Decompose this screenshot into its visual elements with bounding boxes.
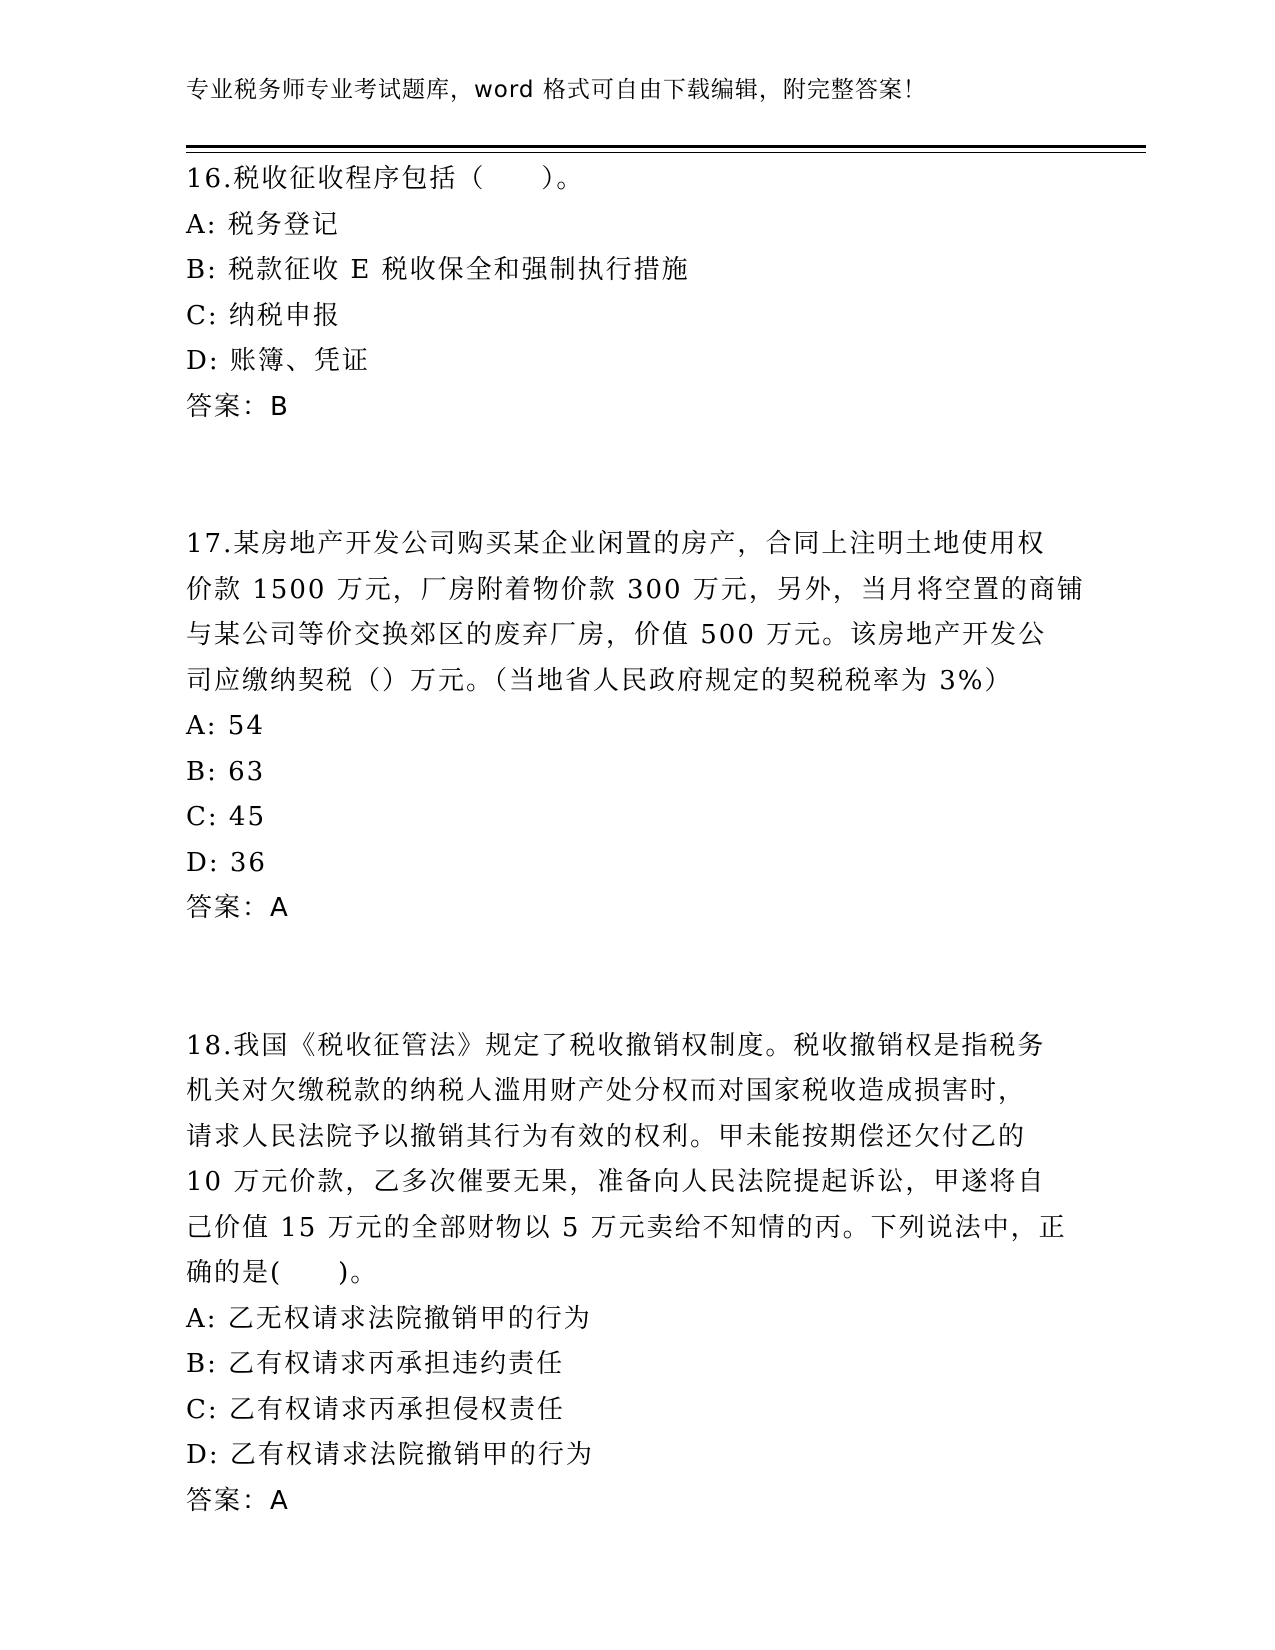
option-d: D: 36 xyxy=(186,847,267,878)
question-list xyxy=(186,157,1085,1524)
question-stem-line: 请求人民法院予以撤销其行为有效的权利。甲未能按期偿还欠付乙的 xyxy=(186,1121,1027,1152)
option-c: C: 乙有权请求丙承担侵权责任 xyxy=(186,1394,565,1425)
option-a: A: 乙无权请求法院撤销甲的行为 xyxy=(186,1303,592,1334)
option-c: C: 纳税申报 xyxy=(186,300,341,331)
question-stem-line: 16.税收征收程序包括（ ）。 xyxy=(186,164,585,194)
question-stem-line: 18.我国《税收征管法》规定了税收撤销权制度。税收撤销权是指税务 xyxy=(186,1030,1046,1061)
question-spacer xyxy=(186,932,1076,1024)
answer-line: 答案：A xyxy=(186,893,290,923)
option-b: B: 税款征收 E 税收保全和强制执行措施 xyxy=(186,255,690,285)
option-b: B: 乙有权请求丙承担违约责任 xyxy=(186,1349,565,1379)
question-18 xyxy=(186,1024,1076,1525)
question-stem-line: 10 万元价款，乙多次催要无果，准备向人民法院提起诉讼，甲遂将自 xyxy=(186,1167,1046,1197)
option-a: A: 税务登记 xyxy=(186,209,340,240)
option-a: A: 54 xyxy=(186,711,265,741)
header-divider-thick xyxy=(186,145,1146,148)
page-header: 专业税务师专业考试题库，word 格式可自由下载编辑，附完整答案！ xyxy=(186,77,927,103)
question-stem-line: 确的是( )。 xyxy=(186,1258,379,1288)
question-17 xyxy=(186,522,1085,932)
option-c: C: 45 xyxy=(186,802,267,832)
question-stem-line: 与某公司等价交换郊区的废弃厂房，价值 500 万元。该房地产开发公 xyxy=(186,620,1047,650)
question-stem-line: 17.某房地产开发公司购买某企业闲置的房产，合同上注明土地使用权 xyxy=(186,529,1046,559)
answer-line: 答案：B xyxy=(186,391,290,422)
option-d: D: 乙有权请求法院撤销甲的行为 xyxy=(186,1440,594,1470)
question-stem-line: 己价值 15 万元的全部财物以 5 万元卖给不知情的丙。下列说法中，正 xyxy=(186,1212,1067,1243)
answer-line: 答案：A xyxy=(186,1485,290,1516)
question-stem-line: 机关对欠缴税款的纳税人滥用财产处分权而对国家税收造成损害时， xyxy=(186,1076,1027,1106)
question-stem-line: 价款 1500 万元，厂房附着物价款 300 万元，另外，当月将空置的商铺 xyxy=(186,574,1085,605)
option-d: D: 账簿、凭证 xyxy=(186,346,370,376)
header-divider-thin xyxy=(186,152,1146,153)
question-stem-line: 司应缴纳契税（）万元。（当地省人民政府规定的契税税率为 3%） xyxy=(186,665,1013,696)
question-16 xyxy=(186,157,1076,430)
question-spacer xyxy=(186,430,1076,522)
option-b: B: 63 xyxy=(186,756,266,787)
